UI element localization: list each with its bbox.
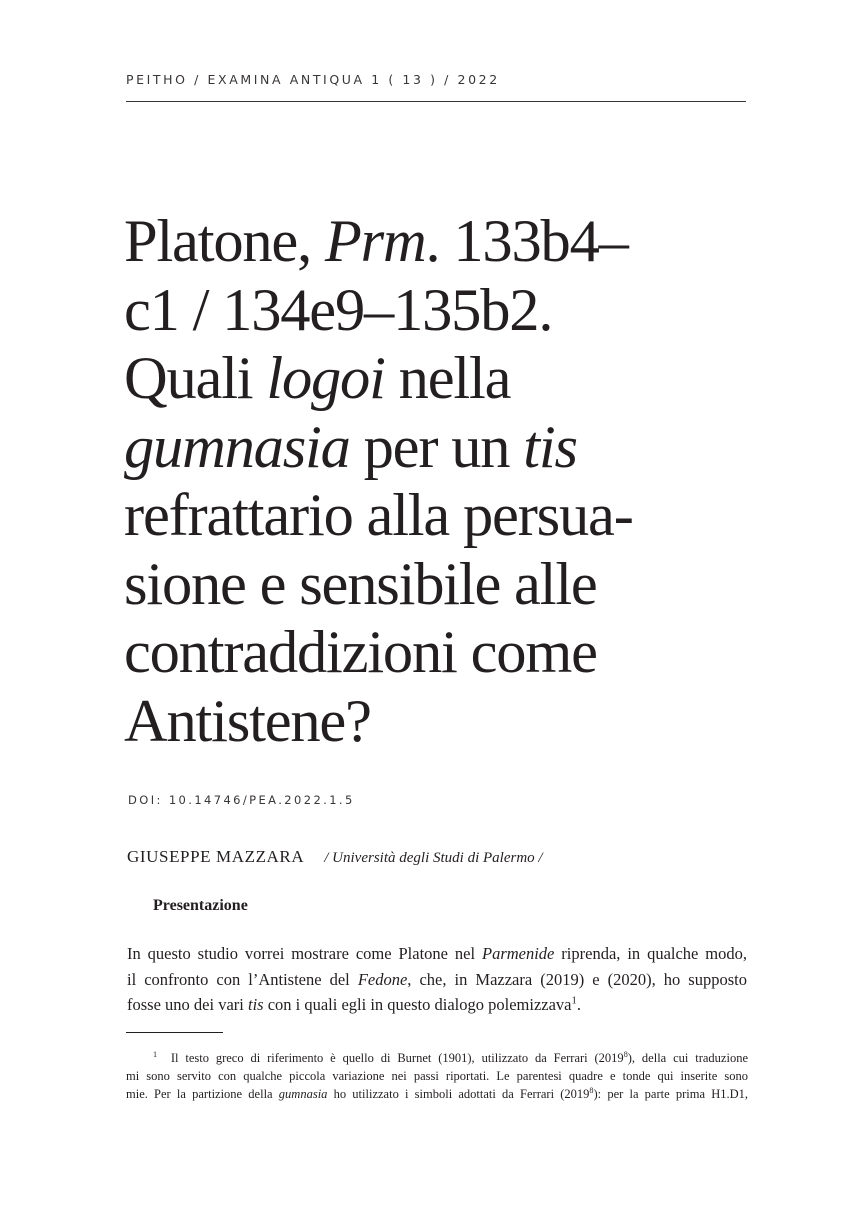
author-name: GIUSEPPE MAZZARA <box>127 847 305 866</box>
doi-label: DOI: 10.14746/PEA.2022.1.5 <box>128 793 355 807</box>
title-line-3: Quali logoi nella <box>124 345 511 412</box>
section-heading: Presentazione <box>153 897 248 914</box>
paper-title <box>124 208 744 756</box>
header-rule <box>126 101 746 102</box>
running-head: PEITHO / EXAMINA ANTIQUA 1 ( 13 ) / 2022 <box>126 72 500 87</box>
body-line-1: In questo studio vorrei mostrare come Platone nel Parmenide riprenda, in qualche modo, <box>127 944 747 963</box>
author-line <box>127 847 543 867</box>
footnote <box>126 1049 748 1103</box>
title-line-7: contraddizioni come <box>124 619 597 686</box>
footnote-line-1: $^1$ Il testo greco di riferimento è quello di Burnet (1901), utilizzato da Ferrari (2019$^8$), della cui traduzione <box>153 1049 748 1065</box>
title-line-6: sione e sensibile alle <box>124 550 597 618</box>
footnote-rule <box>126 1032 223 1033</box>
title-line-2: c1 / 134e9–135b2. <box>124 276 553 344</box>
body-line-3: fosse uno dei vari tis con i quali egli in questo dialogo polemizzava$^1$. <box>127 994 581 1014</box>
footnote-line-2: mi sono servito con qualche piccola variazione nei passi riportati. Le parentesi quadre e tonde qui inserite sono <box>126 1069 748 1083</box>
title-line-4: gumnasia per un tis <box>124 413 577 481</box>
footnote-marker: 1 <box>153 1049 158 1059</box>
body-line-2: il confronto con l’Antistene del Fedone, che, in Mazzara (2019) e (2020), ho supposto <box>127 969 747 989</box>
title-line-8: Antistene? <box>124 687 371 755</box>
author-affiliation: / Università degli Studi di Palermo / <box>324 850 543 866</box>
title-line-5: refrattario alla persua- <box>124 482 633 549</box>
footnote-ref[interactable]: 1 <box>571 994 577 1007</box>
footnote-line-3: mie. Per la partizione della gumnasia ho utilizzato i simboli adottati da Ferrari (2019$^8$): per la parte prima H1.D1, <box>126 1085 749 1101</box>
body-paragraph <box>127 941 747 1018</box>
title-line-1: Platone, Prm. 133b4– <box>124 208 628 275</box>
